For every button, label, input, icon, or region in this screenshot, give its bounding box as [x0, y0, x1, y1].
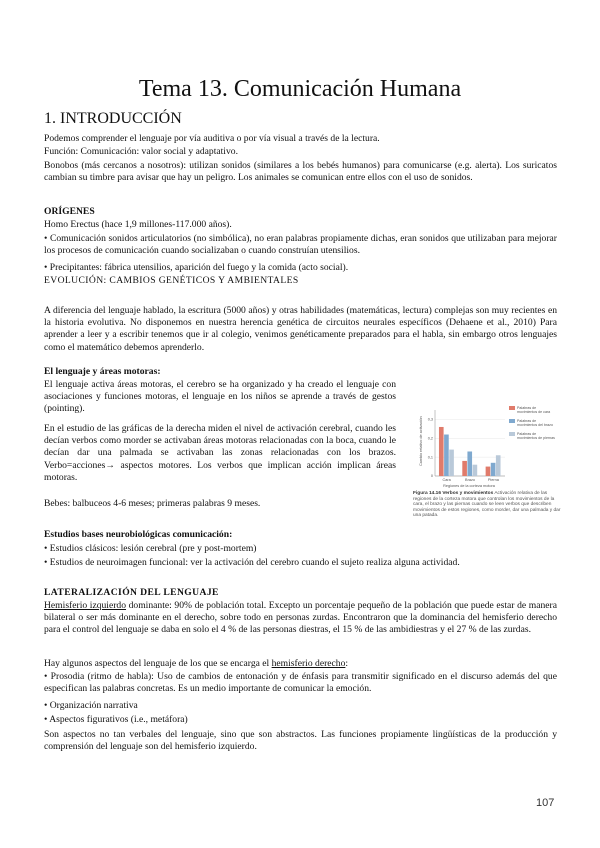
origenes-bullet-2: • Precipitantes: fábrica utensilios, aparición del fuego y la comida (acto social).: [44, 262, 349, 273]
figure-caption-body: Activación relativa de las regiones de la corteza motora que controlan los movimientos de la cara, el brazo y las piernas cuando se leen verbos que describen movimientos de estos regiones, como morder, dar una palmada y dar una patada.: [413, 491, 561, 519]
hemisferio-izquierdo-term: Hemisferio izquierdo: [44, 600, 127, 611]
chart-bar: [496, 455, 501, 476]
intro-paragraph-1: Podemos comprender el lenguaje por vía auditiva o por vía visual a través de la lectura.: [44, 133, 380, 144]
figure-caption-label: Figura 14.16: [413, 491, 441, 496]
lateralizacion-paragraph-2-lead: Hay algunos aspectos del lenguaje de los que se encarga el: [44, 658, 272, 669]
motoras-paragraph-1: El lenguaje activa áreas motoras, el cerebro se ha organizado y ha creado el lenguaje con asociaciones y funciones motoras, el lenguaje en los niños se aprende a través de gestos (pointing).: [44, 379, 396, 415]
lateralizacion-heading: LATERALIZACIÓN DEL LENGUAJE: [44, 587, 219, 598]
lateralizacion-paragraph-3: Son aspectos no tan verbales del lenguaje, sino que son abstractos. Las funciones propiamente lingüísticas de la producción y comprensión del lenguaje son del hemisferio izquierdo.: [44, 729, 557, 753]
chart-bar: [444, 435, 449, 476]
narrativa-bullet: • Organización narrativa: [44, 700, 138, 711]
chart-x-tick-label: Brazo: [465, 478, 475, 482]
origenes-bullet-1: • Comunicación sonidos articulatorios (no simbólica), no eran palabras propiamente dichas, eran sonidos que utilizaban para mejorar los procesos de comunicación cuando socializaban o cuando construían utensilios.: [44, 233, 557, 257]
verbs-motor-chart: [413, 400, 561, 490]
lateralizacion-paragraph-1: [44, 600, 557, 637]
chart-legend-swatch: [509, 432, 515, 436]
section-heading-intro: 1. INTRODUCCIÓN: [44, 110, 182, 127]
estudios-heading: Estudios bases neurobiológicas comunicación:: [44, 529, 233, 540]
chart-bar: [491, 463, 496, 476]
origenes-heading: ORÍGENES: [44, 206, 95, 217]
chart-legend-swatch: [509, 406, 515, 410]
chart-bar: [467, 451, 472, 476]
lateralizacion-paragraph-2-colon: :: [345, 658, 349, 669]
chart-bar: [439, 427, 444, 476]
evolucion-heading: EVOLUCIÓN: CAMBIOS GENÉTICOS Y AMBIENTALES: [44, 275, 299, 286]
chart-y-tick-label: 0,3: [427, 417, 433, 422]
intro-paragraph-2: Función: Comunicación: valor social y adaptativo.: [44, 146, 238, 157]
chart-bar: [473, 465, 478, 476]
chart-legend-label: Palabras de movimientos de cara: [517, 406, 551, 414]
page-number: 107: [536, 797, 555, 809]
estudios-bullet-1: • Estudios clásicos: lesión cerebral (pre y post-mortem): [44, 543, 257, 554]
hemisferio-derecho-term: hemisferio derecho: [271, 658, 346, 669]
lateralizacion-paragraph-1-text: dominante: 90% de población total. Excepto un porcentaje pequeño de la población que puede estar de manera bilateral o ser más dominante en el derecho, sobre todo en personas zurdas. Encontraron que la dominancia del hemisferio derecho para el control del lenguaje se daba en solo el 4 % de las personas diestras, el 15 % de las ambidiestras y el 27 % de las zurdas.: [44, 600, 558, 636]
chart-legend-swatch: [509, 419, 515, 423]
page-title: Tema 13. Comunicación Humana: [138, 76, 462, 102]
prosodia-bullet: • Prosodia (ritmo de habla): Uso de cambios de entonación y de énfasis para transmitir significado en el discurso además del que especifican las palabras concretas. Es un medio importante de comunicar la emoción.: [44, 671, 557, 695]
motoras-heading: El lenguaje y áreas motoras:: [44, 366, 161, 377]
figurativos-bullet: • Aspectos figurativos (i.e., metáfora): [44, 714, 188, 725]
chart-bar: [449, 450, 454, 476]
chart-x-tick-label: Cara: [442, 478, 451, 482]
motoras-paragraph-2: En el estudio de las gráficas de la derecha miden el nivel de activación cerebral, cuando les decían verbos como morder se activaban áreas motoras relacionadas con la boca, cuando le decían dar una palmada se activaban las zonas relacionadas con los brazos. Verbo=acciones→ aspectos motores. Los verbos que implican acción implican áreas motoras.: [44, 423, 396, 483]
chart-legend-label: Palabras de movimientos de piernas: [517, 432, 555, 440]
chart-y-tick-label: 0,1: [427, 455, 433, 460]
chart-x-tick-label: Pierna: [487, 478, 499, 482]
figure-caption-title: Verbos y movimientos: [441, 491, 494, 496]
chart-y-tick-label: 0,2: [427, 436, 433, 441]
escritura-paragraph: A diferencia del lenguaje hablado, la escritura (5000 años) y otras habilidades (matemáticas, lectura) complejas son muy recientes en la historia evolutiva. No disponemos en nuestra herencia genética de circuitos neurales específicos (Dehaene et al., 2010) Para aprender a leer y a escribir tenemos que ir al colegio, venimos genéticamente preparados para el habla, sin embargo otros lenguajes como el matemático debemos aprenderlo.: [44, 305, 557, 353]
chart-y-tick-label: 0: [430, 474, 433, 479]
chart-bar: [486, 467, 491, 476]
intro-paragraph-3: Bonobos (más cercanos a nosotros): utilizan sonidos (similares a los bebés humanos) para comunicarse (e.g. alerta). Los suricatos cambian su timbre para avisar que hay un peligro. Los animales se comunican entre ellos con el uso de sonidos.: [44, 160, 557, 184]
chart-x-axis-label: Regiones de la corteza motora: [443, 484, 495, 488]
chart-bar: [462, 461, 467, 476]
estudios-bullet-2: • Estudios de neuroimagen funcional: ver la activación del cerebro cuando el sujeto realiza alguna actividad.: [44, 557, 460, 568]
chart-y-axis-label: Cambio relativo de activación: [419, 416, 423, 466]
chart-legend-label: Palabras de movimientos del brazo: [517, 419, 553, 427]
origenes-paragraph-1: Homo Erectus (hace 1,9 millones-117.000 años).: [44, 219, 232, 230]
figure-caption: [413, 491, 561, 519]
motoras-paragraph-3: Bebes: balbuceos 4-6 meses; primeras palabras 9 meses.: [44, 498, 261, 509]
lateralizacion-paragraph-2: [44, 658, 557, 670]
